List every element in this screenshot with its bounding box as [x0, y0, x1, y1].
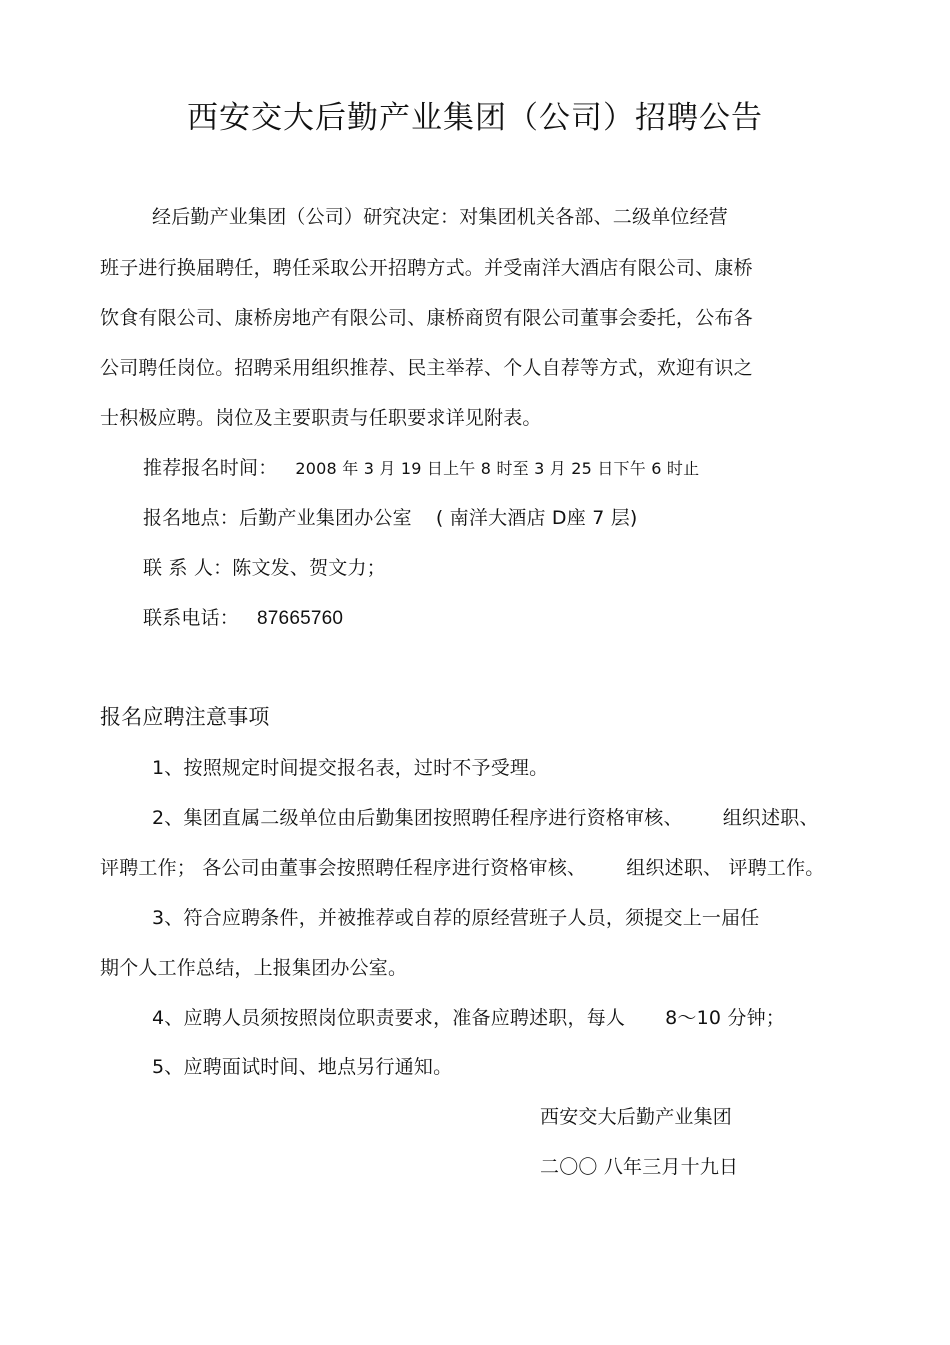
note-item-5: 5、应聘面试时间、地点另行通知。 — [152, 1056, 453, 1078]
note-item-3-line-2: 期个人工作总结，上报集团办公室。 — [100, 957, 408, 979]
page-title: 西安交大后勤产业集团（公司）招聘公告 — [187, 100, 763, 136]
note-item-2-line-1 — [152, 806, 819, 830]
contact-person-value: 陈文发、贺文力； — [232, 557, 386, 579]
note-item-2-part-b: 组织述职、 — [722, 807, 819, 829]
registration-time-value: 2008 年 3 月 19 日上午 8 时至 3 月 25 日下午 6 时止 — [295, 459, 700, 478]
contact-phone-value: 87665760 — [257, 608, 344, 629]
contact-person-label: 联 系 人： — [143, 557, 233, 579]
registration-place-value: 后勤产业集团办公室 — [239, 507, 412, 529]
note-item-3-line-1: 3、符合应聘条件，并被推荐或自荐的原经营班子人员，须提交上一届任 — [152, 907, 760, 929]
note-item-1: 1、按照规定时间提交报名表，过时不予受理。 — [152, 757, 549, 779]
intro-line-5: 士积极应聘。岗位及主要职责与任职要求详见附表。 — [100, 407, 542, 429]
note-item-2-part-d: 组织述职、 评聘工作。 — [626, 857, 825, 879]
note-item-4-part-b: 8～10 分钟； — [665, 1007, 785, 1029]
contact-phone-label: 联系电话： — [143, 607, 240, 629]
intro-line-3: 饮食有限公司、康桥房地产有限公司、康桥商贸有限公司董事会委托，公布各 — [100, 307, 753, 329]
signature-org: 西安交大后勤产业集团 — [540, 1106, 733, 1128]
registration-place-label: 报名地点： — [143, 507, 240, 529]
registration-time — [143, 456, 699, 481]
note-item-2-part-c: 评聘工作； 各公司由董事会按照聘任程序进行资格审核、 — [100, 857, 587, 879]
registration-place-note: ( 南洋大酒店 D座 7 层) — [435, 507, 638, 529]
note-item-2-part-a: 2、集团直属二级单位由后勤集团按照聘任程序进行资格审核、 — [152, 807, 683, 829]
registration-time-label: 推荐报名时间： — [143, 457, 278, 479]
contact-phone — [143, 606, 343, 631]
contact-person — [143, 556, 386, 580]
note-item-2-line-2 — [100, 856, 825, 880]
intro-line-4: 公司聘任岗位。招聘采用组织推荐、民主举荐、个人自荐等方式，欢迎有识之 — [100, 357, 753, 379]
registration-place — [143, 506, 638, 530]
notes-heading: 报名应聘注意事项 — [100, 705, 270, 729]
note-item-4 — [152, 1006, 785, 1030]
note-item-4-part-a: 4、应聘人员须按照岗位职责要求，准备应聘述职，每人 — [152, 1007, 626, 1029]
intro-line-2: 班子进行换届聘任，聘任采取公开招聘方式。并受南洋大酒店有限公司、康桥 — [100, 257, 753, 279]
intro-line-1: 经后勤产业集团（公司）研究决定：对集团机关各部、二级单位经营 — [152, 206, 729, 228]
signature-date: 二〇〇 八年三月十九日 — [540, 1156, 739, 1178]
